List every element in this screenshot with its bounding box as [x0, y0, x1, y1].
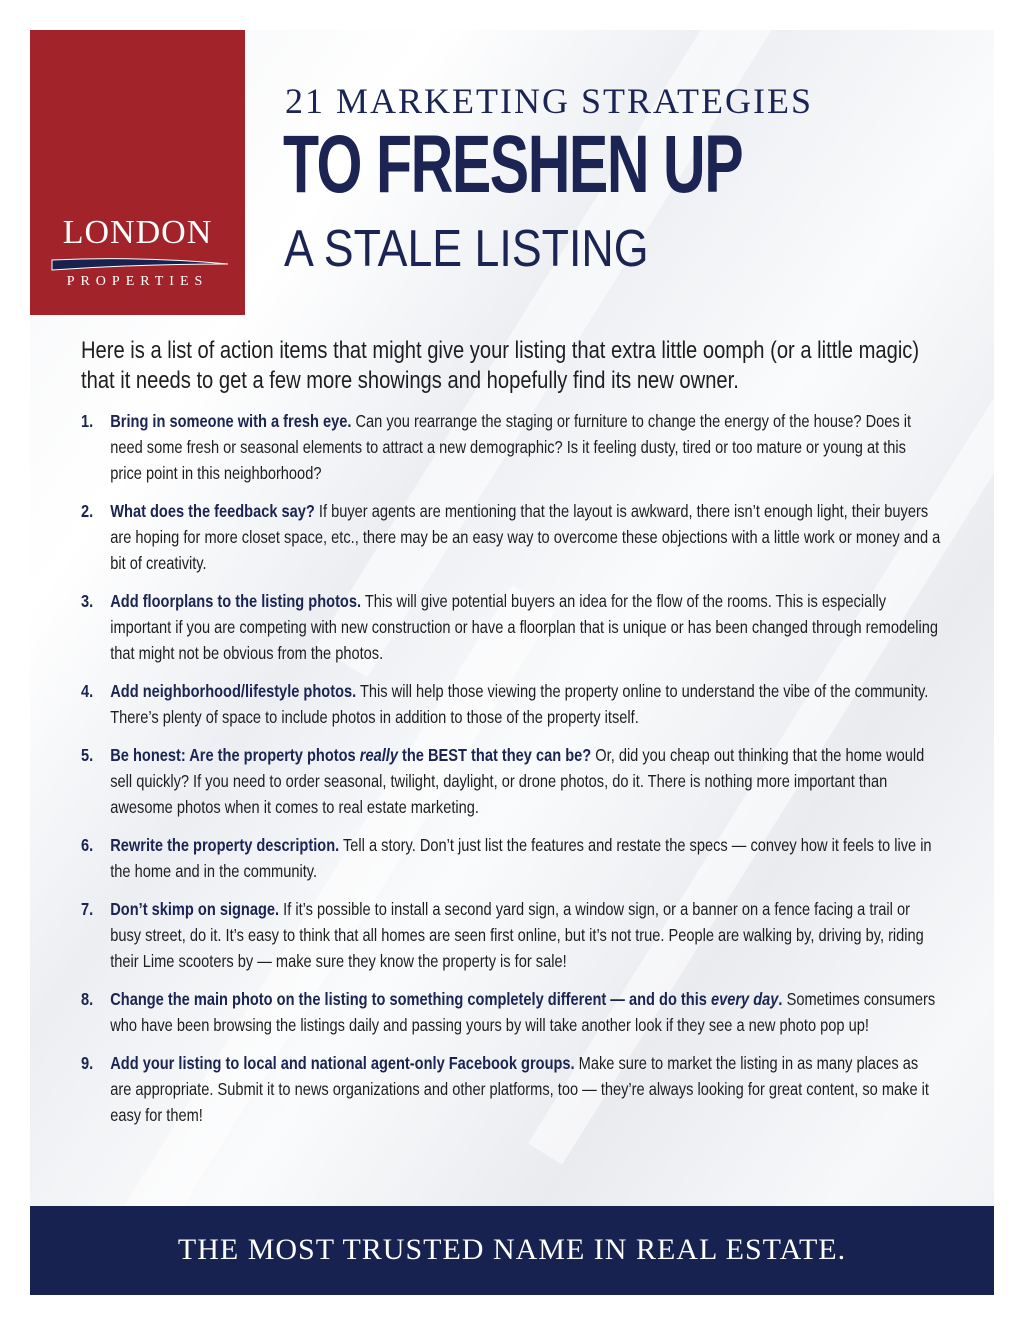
item-heading	[110, 989, 782, 1009]
item-heading-emphasis: really	[359, 745, 398, 765]
item-body: Make sure to market the listing in as many places as are appropriate. Submit it to news organizations and other platforms, too — they’re always looking for great content, so make it easy for them!	[110, 1053, 929, 1125]
item-number: 6.	[81, 835, 94, 855]
item-heading-pre: Change the main photo on the listing to something completely different — and do this	[110, 989, 707, 1009]
item-heading-post: the BEST that they can be?	[402, 745, 592, 765]
item-body: If it’s possible to install a second yard sign, a window sign, or a banner on a fence facing a trail or busy street, do it. It’s easy to think that all homes are seen first online, but it’s not true. People are walking by, driving by, riding their Lime scooters by — make sure they know the property is for sale!	[110, 899, 924, 971]
title-line-2: TO FRESHEN UP	[283, 119, 743, 210]
item-body: Can you rearrange the staging or furniture to change the energy of the house? Does it need some fresh or seasonal elements to attract a new demographic? Is it feeling dusty, tired or too mature or young at this price point in this neighborhood?	[110, 411, 912, 483]
intro-paragraph: Here is a list of action items that might give your listing that extra little oomph (or a little magic) that it needs to get a few more showings and hopefully find its new owner.	[81, 337, 920, 394]
item-number: 7.	[81, 899, 94, 919]
item-heading: What does the feedback say?	[110, 501, 315, 521]
item-heading: Don’t skimp on signage.	[110, 899, 280, 919]
item-heading: Rewrite the property description.	[110, 835, 340, 855]
strategy-list	[81, 408, 941, 1140]
list-item	[81, 1050, 941, 1128]
item-body: Tell a story. Don’t just list the features and restate the specs — convey how it feels to live in the home and in the community.	[110, 835, 932, 881]
item-body: This will help those viewing the property online to understand the vibe of the community. There’s plenty of space to include photos in addition to those of the property itself.	[110, 681, 929, 727]
item-heading: Add floorplans to the listing photos.	[110, 591, 362, 611]
footer-tagline: THE MOST TRUSTED NAME IN REAL ESTATE.	[177, 1233, 847, 1266]
item-heading-emphasis: every day	[710, 989, 779, 1009]
item-heading: Bring in someone with a fresh eye.	[110, 411, 352, 431]
list-item	[81, 832, 941, 884]
item-body: This will give potential buyers an idea for the flow of the rooms. This is especially important if you are competing with new construction or have a floorplan that is unique or has been changed through remodeling that might not be obvious from the photos.	[110, 591, 938, 663]
item-number: 1.	[81, 411, 94, 431]
item-body: Sometimes consumers who have been browsing the listings daily and passing yours by will take another look if they see a new photo pop up!	[110, 989, 936, 1035]
item-heading: Add neighborhood/lifestyle photos.	[110, 681, 357, 701]
item-heading: Add your listing to local and national agent-only Facebook groups.	[110, 1053, 575, 1073]
list-item	[81, 498, 941, 576]
item-number: 9.	[81, 1053, 94, 1073]
logo-subtitle: PROPERTIES	[66, 274, 209, 289]
logo-name: LONDON	[62, 214, 213, 251]
document-content	[30, 30, 994, 1295]
item-number: 3.	[81, 591, 94, 611]
item-heading	[110, 745, 591, 765]
list-item	[81, 986, 941, 1038]
item-number: 5.	[81, 745, 94, 765]
item-body: Or, did you cheap out thinking that the home would sell quickly? If you need to order seasonal, twilight, daylight, or drone photos, do it. There is nothing more important than awesome photos when it comes to real estate marketing.	[110, 745, 925, 817]
item-heading-pre: Be honest: Are the property photos	[110, 745, 356, 765]
list-item	[81, 408, 941, 486]
item-body: If buyer agents are mentioning that the layout is awkward, there isn’t enough light, their buyers are hoping for more closet space, etc., there may be an easy way to overcome these objections with a little work or money and a bit of creativity.	[110, 501, 941, 573]
title-line-1: 21 MARKETING STRATEGIES	[285, 81, 813, 121]
list-item	[81, 678, 941, 730]
item-number: 8.	[81, 989, 94, 1009]
list-item	[81, 896, 941, 974]
list-item	[81, 588, 941, 666]
item-number: 2.	[81, 501, 94, 521]
item-number: 4.	[81, 681, 94, 701]
title-line-3: A STALE LISTING	[284, 220, 649, 278]
list-item	[81, 742, 941, 820]
item-heading-post: .	[778, 989, 783, 1009]
footer-banner	[30, 1206, 994, 1295]
